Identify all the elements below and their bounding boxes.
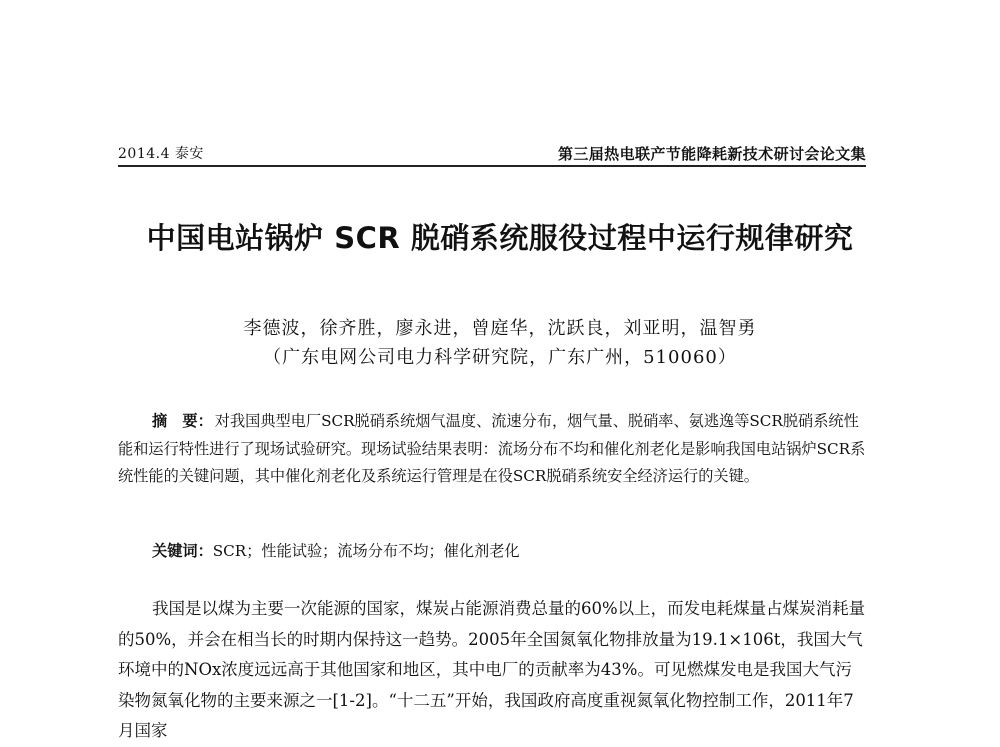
running-header	[118, 143, 866, 167]
paper-title: 中国电站锅炉 SCR 脱硝系统服役过程中运行规律研究	[146, 221, 854, 255]
keywords	[152, 538, 866, 565]
keywords-text: SCR；性能试验；流场分布不均；催化剂老化	[212, 542, 520, 560]
body-paragraph: 我国是以煤为主要一次能源的国家，煤炭占能源消费总量的60%以上，而发电耗煤量占煤炭消耗量的50%，并会在相当长的时期内保持这一趋势。2005年全国氮氧化物排放量为19.1×106t，我国大气环境中的NOx浓度远远高于其他国家和地区，其中电厂的贡献率为43%。可见燃煤发电是我国大气污染物氮氧化物的主要来源之一[1-2]。“十二五”开始，我国政府高度重视氮氧化物控制工作，2011年7月国家	[118, 599, 866, 740]
abstract-label: 摘 要：	[152, 412, 213, 430]
header-date-location: 2014.4 泰安	[118, 146, 204, 162]
keywords-label: 关键词：	[152, 542, 213, 560]
author-affiliation: （广东电网公司电力科学研究院，广东广州，510060）	[263, 347, 737, 368]
author-list: 李德波，徐齐胜，廖永进，曾庭华，沈跃良，刘亚明，温智勇	[243, 318, 757, 339]
abstract	[118, 408, 866, 491]
abstract-text: 对我国典型电厂SCR脱硝系统烟气温度、流速分布，烟气量、脱硝率、氨逃逸等SCR脱硝系统性能和运行特性进行了现场试验研究。现场试验结果表明：流场分布不均和催化剂老化是影响我国电站锅炉SCR系统性能的关键问题，其中催化剂老化及系统运行管理是在役SCR脱硝系统安全经济运行的关键。	[118, 412, 866, 485]
header-proceedings-title: 第三届热电联产节能降耗新技术研讨会论文集	[557, 145, 866, 163]
